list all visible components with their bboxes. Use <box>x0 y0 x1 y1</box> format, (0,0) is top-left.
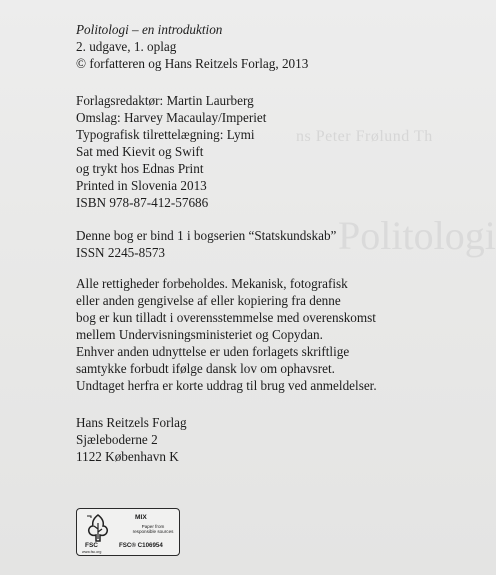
rights-block <box>76 275 377 394</box>
rights-line: mellem Undervisningsministeriet og Copydan. <box>76 327 323 342</box>
fsc-license-code: FSC® C106954 <box>119 542 163 549</box>
copyright-line: © forfatteren og Hans Reitzels Forlag, 2013 <box>76 56 309 71</box>
city-address: 1122 København K <box>76 449 179 464</box>
credit-line: og trykt hos Ednas Print <box>76 161 204 176</box>
fsc-mix: MIX <box>135 514 147 521</box>
street-address: Sjæleboderne 2 <box>76 432 158 447</box>
edition-line: 2. udgave, 1. oplag <box>76 39 177 54</box>
fsc-url: www.fsc.org <box>82 550 102 554</box>
credit-line: Omslag: Harvey Macaulay/Imperiet <box>76 110 267 125</box>
rights-line: bog er kun tilladt i overensstemmelse med overenskomst <box>76 310 376 325</box>
publisher-name: Hans Reitzels Forlag <box>76 415 187 430</box>
fsc-paper-text <box>127 524 179 534</box>
credit-line: Forlagsredaktør: Martin Laurberg <box>76 93 254 108</box>
publisher-address <box>76 414 187 465</box>
rights-line: Enhver anden udnyttelse er uden forlagets skriftlige <box>76 344 350 359</box>
credit-line: Sat med Kievit og Swift <box>76 144 204 159</box>
show-through-title: Politologi <box>338 213 496 258</box>
fsc-label <box>76 508 180 556</box>
rights-line: Undtaget herfra er korte uddrag til brug ved anmeldelser. <box>76 378 377 393</box>
rights-line: Alle rettigheder forbeholdes. Mekanisk, fotografisk <box>76 276 348 291</box>
credit-line: Printed in Slovenia 2013 <box>76 178 207 193</box>
book-title: Politologi – en introduktion <box>76 22 223 37</box>
fsc-paper-line: responsible sources <box>132 529 174 535</box>
edition-block <box>76 21 308 72</box>
rights-line: eller anden gengivelse af eller kopiering fra denne <box>76 293 341 308</box>
credit-line: Typografisk tilrettelægning: Lymi <box>76 127 255 142</box>
show-through-author: ns Peter Frølund Th <box>296 128 433 145</box>
fsc-tree-icon <box>84 513 112 545</box>
fsc-logo-text: FSC <box>85 542 98 549</box>
fsc-paper-line: Paper from <box>141 524 165 529</box>
credits-block <box>76 92 266 211</box>
series-line: Denne bog er bind 1 i bogserien “Statskundskab” <box>76 228 337 243</box>
isbn-line: ISBN 978-87-412-57686 <box>76 195 209 210</box>
issn-line: ISSN 2245-8573 <box>76 245 166 260</box>
series-block <box>76 227 336 261</box>
rights-line: samtykke forbudt ifølge dansk lov om ophavsret. <box>76 361 335 376</box>
